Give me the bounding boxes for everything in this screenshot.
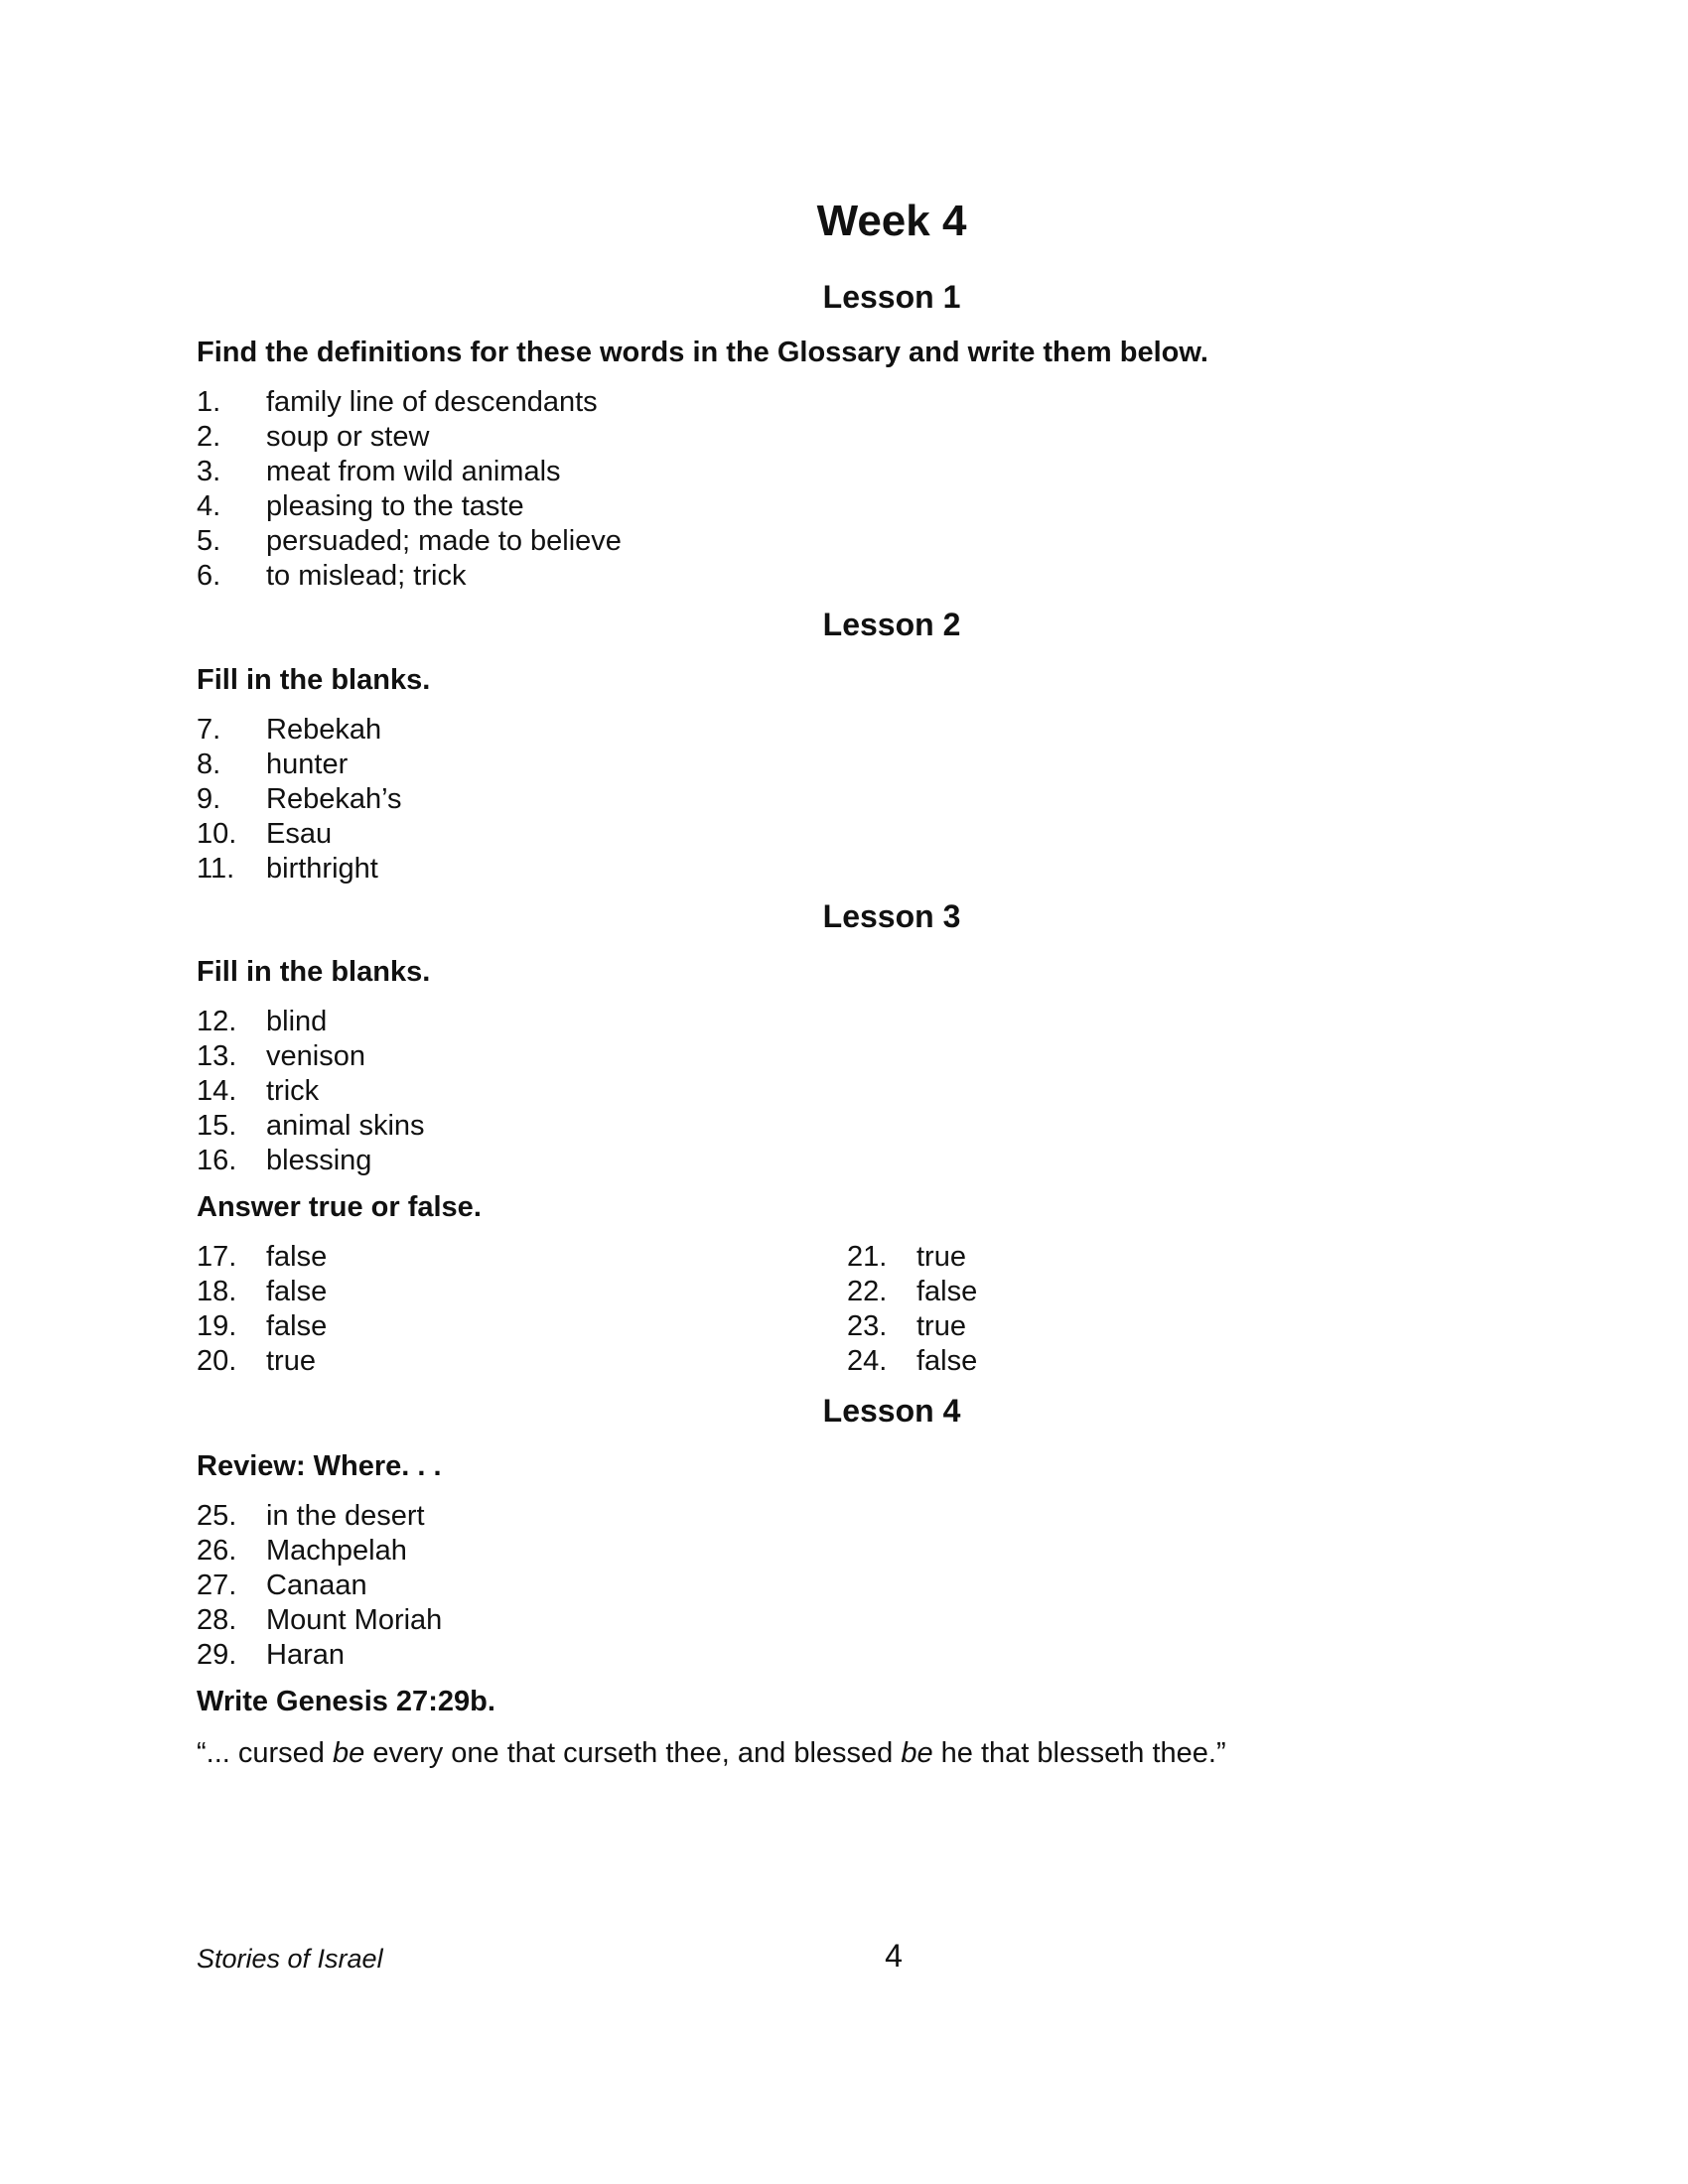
item-number: 2. [197, 421, 221, 453]
footer-page-number: 4 [885, 1938, 903, 1974]
item-number: 9. [197, 783, 221, 815]
item-answer: soup or stew [266, 421, 430, 453]
lesson-2-answers [197, 713, 1497, 887]
item-number: 19. [197, 1310, 237, 1342]
item-number: 21. [847, 1241, 888, 1273]
item-number: 14. [197, 1075, 237, 1107]
verse-middle: every one that curseth thee, and blessed [364, 1737, 902, 1769]
list-item [197, 1240, 847, 1275]
list-item [197, 1638, 1497, 1673]
verse-italic-1: be [333, 1737, 365, 1769]
item-answer: pleasing to the taste [266, 490, 524, 522]
list-item [197, 1499, 1497, 1534]
item-number: 20. [197, 1345, 237, 1377]
true-false-columns [197, 1240, 1497, 1379]
item-answer: hunter [266, 749, 349, 780]
item-answer: true [916, 1241, 966, 1273]
item-number: 7. [197, 714, 221, 746]
item-answer: trick [266, 1075, 320, 1107]
item-number: 26. [197, 1535, 237, 1567]
item-number: 3. [197, 456, 221, 487]
lesson-2-instruction: Fill in the blanks. [197, 664, 431, 696]
worksheet-page [197, 0, 1497, 2184]
item-number: 4. [197, 490, 221, 522]
item-number: 17. [197, 1241, 237, 1273]
list-item [197, 852, 1497, 887]
item-number: 6. [197, 560, 221, 592]
lesson-1-section [197, 278, 1497, 594]
true-false-right-column [847, 1240, 1497, 1379]
item-number: 16. [197, 1145, 237, 1176]
lesson-3-title: Lesson 3 [822, 898, 961, 934]
list-item [847, 1275, 1497, 1309]
list-item [197, 559, 1497, 594]
item-number: 24. [847, 1345, 888, 1377]
item-answer: persuaded; made to believe [266, 525, 622, 557]
list-item [197, 385, 1497, 420]
lesson-3-section [197, 897, 1497, 1379]
lesson-2-title: Lesson 2 [822, 607, 961, 642]
item-answer: blind [266, 1006, 328, 1037]
item-answer: Canaan [266, 1570, 367, 1601]
item-number: 29. [197, 1639, 237, 1671]
item-number: 18. [197, 1276, 237, 1307]
item-number: 8. [197, 749, 221, 780]
list-item [197, 1309, 847, 1344]
item-answer: Haran [266, 1639, 345, 1671]
list-item [197, 713, 1497, 748]
lesson-2-section [197, 606, 1497, 887]
item-number: 1. [197, 386, 221, 418]
item-answer: birthright [266, 853, 378, 885]
list-item [847, 1344, 1497, 1379]
item-answer: true [916, 1310, 966, 1342]
list-item [197, 1603, 1497, 1638]
item-number: 27. [197, 1570, 237, 1601]
item-number: 10. [197, 818, 237, 850]
list-item [847, 1309, 1497, 1344]
lesson-4-instruction: Review: Where. . . [197, 1450, 442, 1482]
item-number: 22. [847, 1276, 888, 1307]
list-item [197, 1109, 1497, 1144]
lesson-4-section [197, 1392, 1497, 1772]
item-number: 15. [197, 1110, 237, 1142]
list-item [197, 524, 1497, 559]
item-number: 11. [197, 853, 235, 885]
list-item [197, 455, 1497, 489]
list-item [197, 1275, 847, 1309]
list-item [197, 1074, 1497, 1109]
item-answer: blessing [266, 1145, 372, 1176]
verse-instruction: Write Genesis 27:29b. [197, 1686, 495, 1717]
item-answer: Esau [266, 818, 333, 850]
list-item [197, 1569, 1497, 1603]
verse-answer [197, 1734, 1497, 1772]
week-title: Week 4 [816, 197, 967, 245]
lesson-1-answers [197, 385, 1497, 594]
lesson-3-instruction: Fill in the blanks. [197, 956, 431, 988]
true-false-instruction: Answer true or false. [197, 1191, 482, 1223]
item-answer: false [266, 1276, 328, 1307]
item-answer: true [266, 1345, 316, 1377]
item-number: 28. [197, 1604, 237, 1636]
item-answer: false [916, 1276, 978, 1307]
item-answer: animal skins [266, 1110, 425, 1142]
item-answer: Mount Moriah [266, 1604, 443, 1636]
item-answer: Rebekah [266, 714, 382, 746]
verse-close: he that blesseth thee.” [932, 1737, 1226, 1769]
item-answer: false [266, 1310, 328, 1342]
item-number: 5. [197, 525, 221, 557]
lesson-1-instruction: Find the definitions for these words in the Glossary and write them below. [197, 337, 1208, 368]
item-answer: meat from wild animals [266, 456, 561, 487]
list-item [847, 1240, 1497, 1275]
list-item [197, 817, 1497, 852]
footer-book-title: Stories of Israel [197, 1944, 383, 1974]
item-answer: false [916, 1345, 978, 1377]
lesson-1-title: Lesson 1 [822, 279, 961, 315]
list-item [197, 748, 1497, 782]
item-answer: venison [266, 1040, 365, 1072]
list-item [197, 782, 1497, 817]
list-item [197, 1039, 1497, 1074]
list-item [197, 1534, 1497, 1569]
list-item [197, 1144, 1497, 1178]
verse-italic-2: be [901, 1737, 933, 1769]
item-number: 25. [197, 1500, 237, 1532]
list-item [197, 420, 1497, 455]
list-item [197, 1005, 1497, 1039]
item-number: 12. [197, 1006, 237, 1037]
lesson-4-title: Lesson 4 [822, 1393, 961, 1429]
item-number: 23. [847, 1310, 888, 1342]
verse-open: “... cursed [197, 1737, 333, 1769]
list-item [197, 1344, 847, 1379]
lesson-4-answers [197, 1499, 1497, 1673]
item-answer: false [266, 1241, 328, 1273]
item-answer: family line of descendants [266, 386, 598, 418]
item-answer: Machpelah [266, 1535, 407, 1567]
item-answer: to mislead; trick [266, 560, 467, 592]
item-answer: in the desert [266, 1500, 425, 1532]
list-item [197, 489, 1497, 524]
lesson-3-answers [197, 1005, 1497, 1178]
item-number: 13. [197, 1040, 237, 1072]
true-false-left-column [197, 1240, 847, 1379]
item-answer: Rebekah’s [266, 783, 402, 815]
